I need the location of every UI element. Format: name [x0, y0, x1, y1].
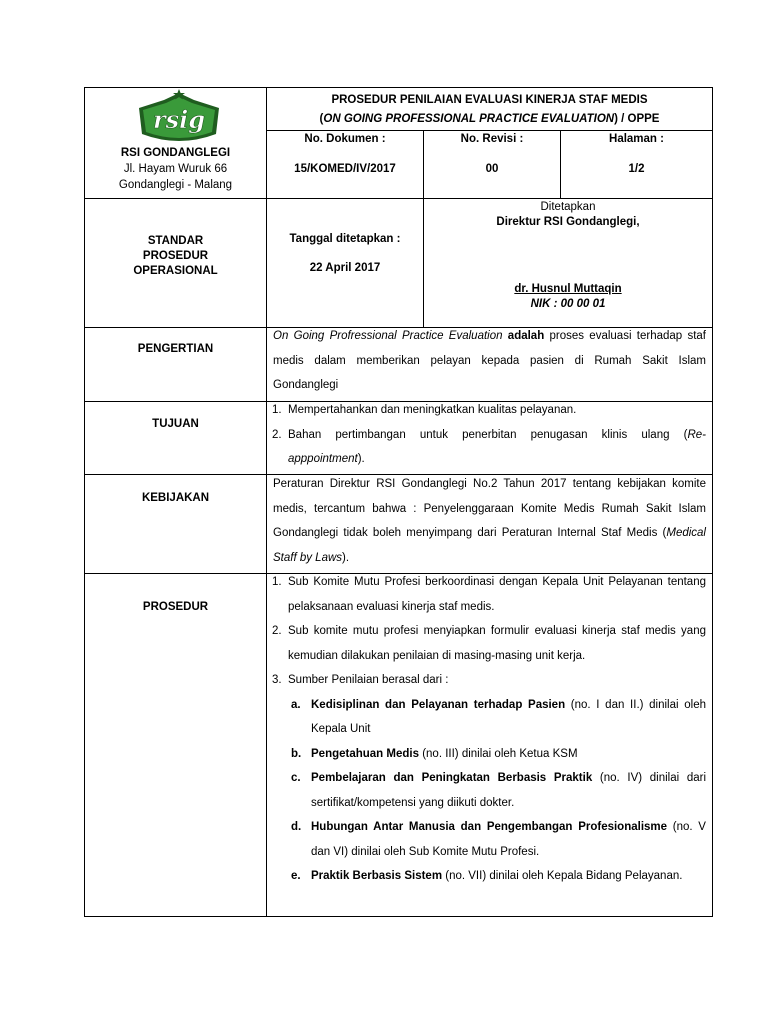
document-subtitle: (ON GOING PROFESSIONAL PRACTICE EVALUATION) / OPPE [319, 113, 660, 125]
hospital-name: RSI GONDANGLEGI [120, 147, 231, 159]
list-item: a. Kedisiplinan dan Pelayanan terhadap Pasien (no. I dan II.) dinilai oleh Kepala Unit [291, 698, 706, 735]
sop-type-label: STANDAR PROSEDUR OPERASIONAL [133, 235, 218, 277]
list-item: d. Hubungan Antar Manusia dan Pengembangan Profesionalisme (no. V dan VI) dinilai oleh Sub Komite Mutu Profesi. [291, 821, 706, 858]
prosedur-label: PROSEDUR [142, 601, 209, 613]
hospital-logo [136, 88, 222, 144]
doc-number-label: No. Dokumen : [304, 133, 386, 145]
pengertian-label: PENGERTIAN [137, 343, 214, 355]
doc-number-value: 15/KOMED/IV/2017 [294, 163, 396, 175]
director-name: dr. Husnul Muttaqin [514, 283, 622, 295]
list-item: b. Pengetahuan Medis (no. III) dinilai oleh Ketua KSM [291, 747, 578, 760]
table-border-bottom [84, 916, 713, 917]
list-item: 3. Sumber Penilaian berasal dari : [272, 674, 449, 686]
date-value: 22 April 2017 [309, 262, 381, 274]
list-item: 1. Mempertahankan dan meningkatkan kualitas pelayanan. [272, 404, 577, 416]
date-label: Tanggal ditetapkan : [289, 233, 401, 245]
list-item: e. Praktik Berbasis Sistem (no. VII) dinilai oleh Kepala Bidang Pelayanan. [291, 870, 683, 882]
row-divider [266, 130, 713, 131]
svg-text:rsig: rsig [152, 105, 206, 134]
revision-label: No. Revisi : [460, 133, 524, 145]
kebijakan-text: Peraturan Direktur RSI Gondanglegi No.2 Tahun 2017 tentang kebijakan komite medis, tercantum bahwa : Penyelenggaraan Komite Medis Rumah Sakit Islam Gondanglegi tidak boleh menyimpang dari Peraturan Internal Staf Medis (Medical Staff by Laws). [273, 478, 706, 564]
table-border-right [712, 87, 713, 917]
director-title: Direktur RSI Gondanglegi, [496, 216, 640, 228]
set-by-label: Ditetapkan [540, 201, 596, 213]
document-title: PROSEDUR PENILAIAN EVALUASI KINERJA STAF MEDIS [331, 94, 648, 106]
page-value: 1/2 [628, 163, 645, 175]
row-divider [84, 198, 713, 199]
list-item: 1. Sub Komite Mutu Profesi berkoordinasi dengan Kepala Unit Pelayanan tentang pelaksanaan evaluasi kinerja staf medis. [272, 576, 706, 613]
hospital-address-line2: Gondanglegi - Malang [118, 179, 233, 191]
list-item: 2. Sub komite mutu profesi menyiapkan formulir evaluasi kinerja staf medis yang kemudian dilakukan penilaian di masing-masing unit kerja. [272, 625, 706, 662]
tujuan-label: TUJUAN [152, 418, 199, 430]
pengertian-text: On Going Profressional Practice Evaluation adalah proses evaluasi terhadap staf medis dalam memberikan pelayan kepada pasien di Rumah Sakit Islam Gondanglegi [273, 330, 706, 391]
hospital-address-line1: Jl. Hayam Wuruk 66 [123, 163, 228, 175]
director-nik: NIK : 00 00 01 [530, 298, 606, 310]
revision-value: 00 [485, 163, 499, 175]
page-label: Halaman : [609, 133, 664, 145]
list-item: c. Pembelajaran dan Peningkatan Berbasis Praktik (no. IV) dinilai dari sertifikat/kompetensi yang diikuti dokter. [291, 772, 706, 809]
list-item: 2. Bahan pertimbangan untuk penerbitan penugasan klinis ulang (Re-apppointment). [272, 428, 706, 465]
kebijakan-label: KEBIJAKAN [141, 492, 210, 504]
